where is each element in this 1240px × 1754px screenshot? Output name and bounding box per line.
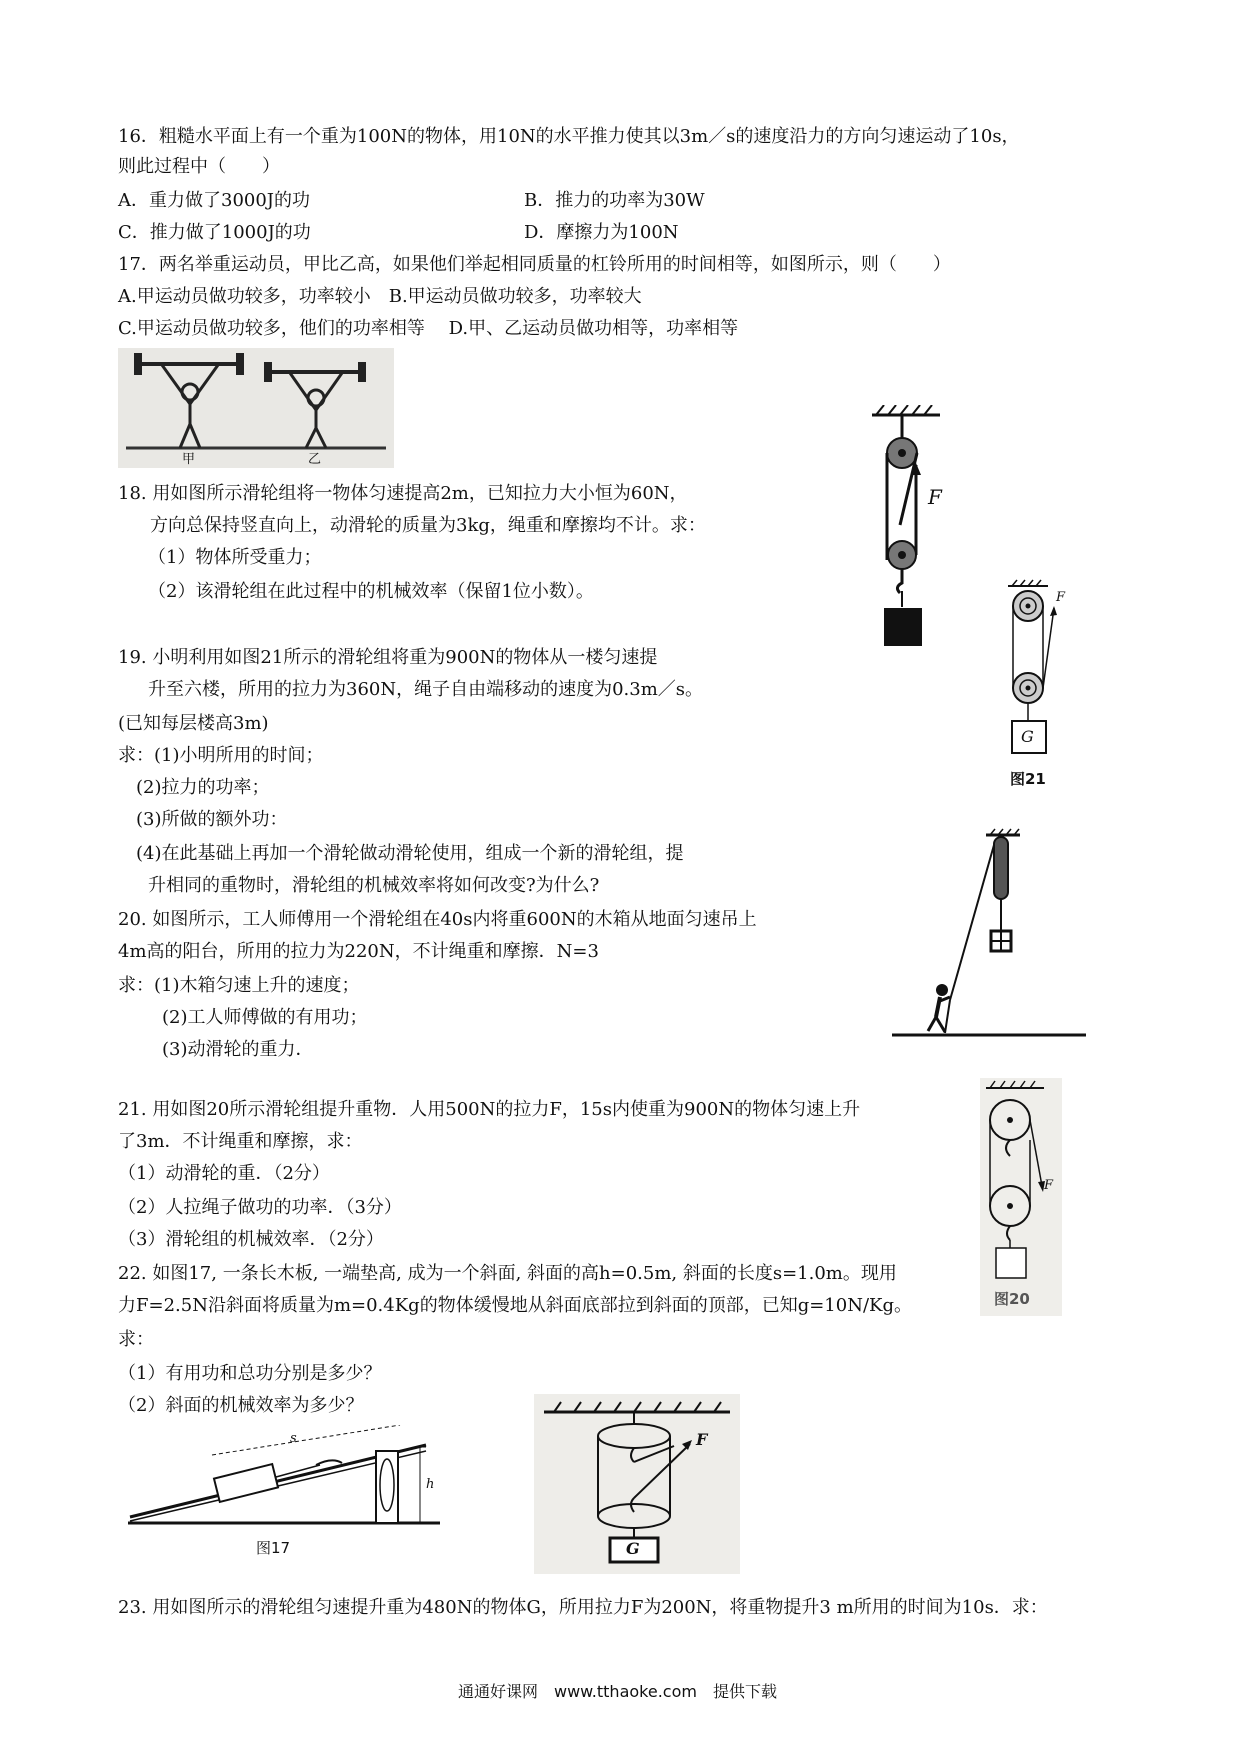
q19-pulley-drawing	[1000, 578, 1080, 763]
page-footer: 通通好课网 www.tthaoke.com 提供下载	[458, 1682, 777, 1701]
weightlifters-drawing	[118, 348, 394, 468]
q19-line3: (已知每层楼高3m)	[118, 713, 269, 734]
q20-line1: 20. 如图所示，工人师傅用一个滑轮组在40s内将重600N的木箱从地面匀速吊上	[118, 909, 757, 930]
q17-options-line1: A.甲运动员做功较多，功率较小 B.甲运动员做功较多，功率较大	[118, 286, 642, 307]
q18-line3: （1）物体所受重力；	[148, 547, 322, 568]
q16-stem-line2: 则此过程中（ ）	[118, 156, 280, 177]
q22-line4: （1）有用功和总功分别是多少？	[118, 1363, 382, 1384]
q19-line8: 升相同的重物时，滑轮组的机械效率将如何改变?为什么?	[148, 875, 600, 896]
q21-line4: （2）人拉绳子做功的功率．（3分）	[118, 1197, 402, 1218]
q18-pulley-figure	[860, 405, 960, 655]
q20-line4: (2)工人师傅做的有用功；	[162, 1007, 368, 1028]
lifter-label-yi: 乙	[308, 452, 322, 467]
q19-line4: 求：(1)小明所用的时间；	[118, 745, 324, 766]
q17-stem: 17．两名举重运动员，甲比乙高，如果他们举起相同质量的杠铃所用的时间相等，如图所示，则（ ）	[118, 254, 951, 275]
q16-option-b: B．推力的功率为30W	[524, 190, 705, 211]
q16-option-c: C．推力做了1000J的功	[118, 222, 311, 243]
q20-worker-drawing	[890, 825, 1090, 1050]
q22-incline-figure	[120, 1425, 440, 1560]
q19-line2: 升至六楼，所用的拉力为360N，绳子自由端移动的速度为0.3m／s。	[148, 679, 704, 700]
q22-length-label: s	[290, 1431, 297, 1446]
q23-load-label: G	[626, 1539, 640, 1558]
q19-line1: 19. 小明利用如图21所示的滑轮组将重为900N的物体从一楼匀速提	[118, 647, 658, 668]
q21-pulley-figure	[980, 1078, 1062, 1316]
q22-line5: （2）斜面的机械效率为多少？	[118, 1395, 364, 1416]
q19-force-label: F	[1056, 590, 1066, 605]
q18-line4: （2）该滑轮组在此过程中的机械效率（保留1位小数）。	[148, 581, 594, 602]
q20-worker-figure	[890, 825, 1090, 1050]
q18-line2: 方向总保持竖直向上，动滑轮的质量为3kg，绳重和摩擦均不计。求：	[150, 515, 706, 536]
q21-line5: （3）滑轮组的机械效率．（2分）	[118, 1229, 384, 1250]
weightlifters-figure	[118, 348, 394, 468]
q22-line1: 22. 如图17, 一条长木板, 一端垫高, 成为一个斜面, 斜面的高h=0.5m, 斜面的长度s=1.0m。现用	[118, 1263, 897, 1284]
q23-pulley-figure	[534, 1394, 740, 1574]
q16-option-d: D．摩擦力为100N	[524, 222, 679, 243]
q19-figure-caption: 图21	[1010, 770, 1046, 788]
q22-line3: 求：	[118, 1329, 154, 1350]
q16-stem-line1: 16．粗糙水平面上有一个重为100N的物体，用10N的水平推力使其以3m／s的速度沿力的方向匀速运动了10s，	[118, 126, 1020, 147]
q16-option-a: A．重力做了3000J的功	[118, 190, 311, 211]
q20-line5: (3)动滑轮的重力．	[162, 1039, 314, 1060]
q21-line3: （1）动滑轮的重．（2分）	[118, 1163, 330, 1184]
q22-height-label: h	[426, 1477, 435, 1492]
q19-load-label: G	[1021, 727, 1034, 746]
lifter-label-jia: 甲	[182, 452, 196, 467]
q19-line6: (3)所做的额外功：	[136, 809, 288, 830]
q21-figure-caption: 图20	[994, 1290, 1030, 1308]
q18-line1: 18. 用如图所示滑轮组将一物体匀速提高2m，已知拉力大小恒为60N，	[118, 483, 688, 504]
q21-line1: 21. 用如图20所示滑轮组提升重物．人用500N的拉力F，15s内使重为900N的物体匀速上升	[118, 1099, 861, 1120]
q21-force-label: F	[1044, 1178, 1054, 1193]
q20-line2: 4m高的阳台，所用的拉力为220N，不计绳重和摩擦．N=3	[118, 941, 599, 962]
q22-line2: 力F=2.5N沿斜面将质量为m=0.4Kg的物体缓慢地从斜面底部拉到斜面的顶部，已知g=10N/Kg。	[118, 1295, 912, 1316]
q23-line: 23. 用如图所示的滑轮组匀速提升重为480N的物体G，所用拉力F为200N，将重物提升3 m所用的时间为10s．求：	[118, 1597, 1048, 1618]
q22-figure-caption: 图17	[256, 1539, 291, 1557]
q17-options-line2: C.甲运动员做功较多，他们的功率相等 D.甲、乙运动员做功相等，功率相等	[118, 318, 739, 339]
q23-force-label: F	[696, 1430, 708, 1449]
q19-pulley-figure	[1000, 578, 1080, 798]
q19-line7: (4)在此基础上再加一个滑轮做动滑轮使用，组成一个新的滑轮组，提	[136, 843, 684, 864]
q19-line5: (2)拉力的功率；	[136, 777, 270, 798]
q22-incline-drawing	[120, 1425, 440, 1537]
q21-line2: 了3m．不计绳重和摩擦，求：	[118, 1131, 363, 1152]
q18-force-label: F	[928, 485, 942, 509]
q20-line3: 求：(1)木箱匀速上升的速度；	[118, 975, 360, 996]
q18-pulley-drawing	[860, 405, 960, 655]
